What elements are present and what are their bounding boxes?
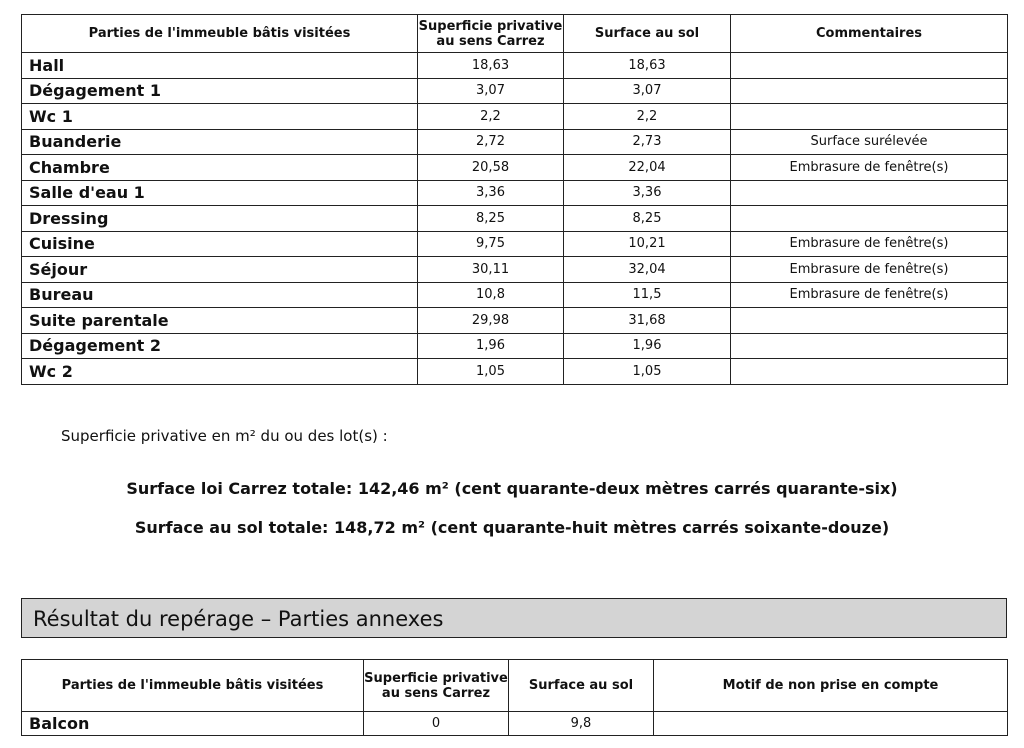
table-row [22, 712, 1008, 736]
total-sol: Surface au sol totale: 148,72 m² (cent quarante-huit mètres carrés soixante-douze) [134, 518, 890, 537]
cell-sol: 2,73 [564, 129, 731, 155]
cell-carrez: 18,63 [418, 53, 564, 79]
annex-section-title: Résultat du repérage – Parties annexes [21, 598, 1007, 638]
cell-comment: Embrasure de fenêtre(s) [731, 155, 1008, 181]
cell-room: Dressing [22, 206, 418, 232]
cell-sol: 11,5 [564, 282, 731, 308]
cell-room: Wc 2 [22, 359, 418, 385]
cell-room: Cuisine [22, 231, 418, 257]
cell-room: Dégagement 2 [22, 333, 418, 359]
cell-carrez: 3,07 [418, 78, 564, 104]
cell-comment [731, 104, 1008, 130]
header-parties: Parties de l'immeuble bâtis visitées [22, 15, 418, 53]
table-row [22, 53, 1008, 79]
cell-sol: 3,36 [564, 180, 731, 206]
header-carrez: Superficie privative au sens Carrez [364, 660, 509, 712]
cell-sol: 2,2 [564, 104, 731, 130]
cell-comment [731, 206, 1008, 232]
table-row [22, 231, 1008, 257]
cell-sol: 1,96 [564, 333, 731, 359]
cell-carrez: 2,2 [418, 104, 564, 130]
cell-sol: 18,63 [564, 53, 731, 79]
cell-motif [654, 712, 1008, 736]
cell-comment [731, 333, 1008, 359]
cell-carrez: 9,75 [418, 231, 564, 257]
cell-room: Séjour [22, 257, 418, 283]
cell-carrez: 30,11 [418, 257, 564, 283]
cell-room: Buanderie [22, 129, 418, 155]
cell-carrez: 8,25 [418, 206, 564, 232]
table-row [22, 206, 1008, 232]
cell-room: Suite parentale [22, 308, 418, 334]
main-surface-table [21, 14, 1008, 385]
table-row [22, 282, 1008, 308]
table-header-row [22, 15, 1008, 53]
cell-carrez: 20,58 [418, 155, 564, 181]
cell-carrez: 1,05 [418, 359, 564, 385]
annex-surface-table [21, 659, 1008, 736]
header-carrez: Superficie privative au sens Carrez [418, 15, 564, 53]
cell-sol: 10,21 [564, 231, 731, 257]
header-motif: Motif de non prise en compte [654, 660, 1008, 712]
cell-room: Hall [22, 53, 418, 79]
total-carrez: Surface loi Carrez totale: 142,46 m² (cent quarante-deux mètres carrés quarante-six) [126, 479, 898, 498]
cell-carrez: 3,36 [418, 180, 564, 206]
cell-sol: 22,04 [564, 155, 731, 181]
table-row [22, 333, 1008, 359]
cell-comment: Embrasure de fenêtre(s) [731, 257, 1008, 283]
cell-room: Wc 1 [22, 104, 418, 130]
table-row [22, 257, 1008, 283]
cell-sol: 8,25 [564, 206, 731, 232]
table-row [22, 359, 1008, 385]
table-row [22, 180, 1008, 206]
table-row [22, 155, 1008, 181]
table-row [22, 308, 1008, 334]
table-row [22, 104, 1008, 130]
header-commentaires: Commentaires [731, 15, 1008, 53]
cell-comment: Embrasure de fenêtre(s) [731, 231, 1008, 257]
cell-carrez: 29,98 [418, 308, 564, 334]
cell-room: Dégagement 1 [22, 78, 418, 104]
cell-sol: 9,8 [509, 712, 654, 736]
header-surface-sol: Surface au sol [509, 660, 654, 712]
cell-comment [731, 180, 1008, 206]
cell-carrez: 10,8 [418, 282, 564, 308]
cell-sol: 31,68 [564, 308, 731, 334]
table-row [22, 78, 1008, 104]
cell-room: Salle d'eau 1 [22, 180, 418, 206]
cell-comment [731, 359, 1008, 385]
cell-room: Bureau [22, 282, 418, 308]
cell-carrez: 1,96 [418, 333, 564, 359]
cell-sol: 32,04 [564, 257, 731, 283]
table-header-row [22, 660, 1008, 712]
cell-room: Chambre [22, 155, 418, 181]
header-surface-sol: Surface au sol [564, 15, 731, 53]
cell-comment [731, 78, 1008, 104]
cell-comment: Embrasure de fenêtre(s) [731, 282, 1008, 308]
cell-room: Balcon [22, 712, 364, 736]
cell-comment [731, 308, 1008, 334]
header-parties: Parties de l'immeuble bâtis visitées [22, 660, 364, 712]
cell-sol: 1,05 [564, 359, 731, 385]
summary-intro: Superficie privative en m² du ou des lot(s) : [61, 427, 388, 445]
cell-comment [731, 53, 1008, 79]
cell-carrez: 0 [364, 712, 509, 736]
table-row [22, 129, 1008, 155]
cell-comment: Surface surélevée [731, 129, 1008, 155]
cell-carrez: 2,72 [418, 129, 564, 155]
cell-sol: 3,07 [564, 78, 731, 104]
